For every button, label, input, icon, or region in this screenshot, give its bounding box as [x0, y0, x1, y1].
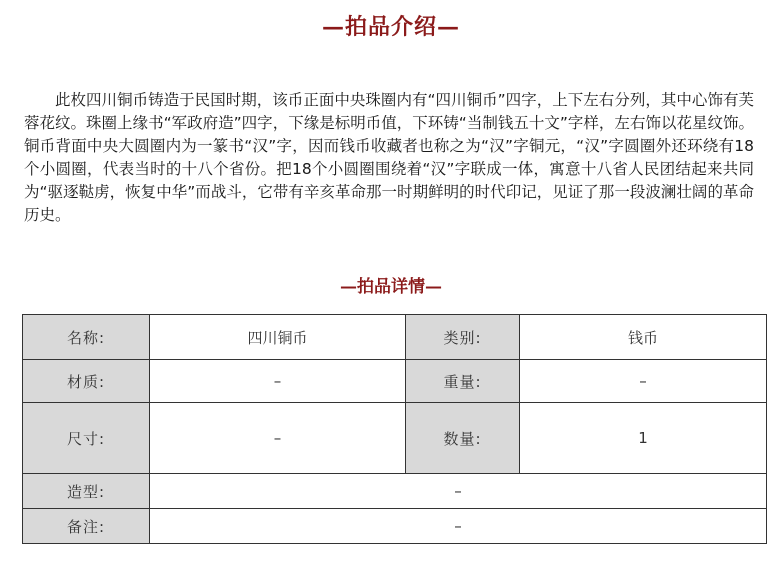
remark-label: 备注:: [23, 509, 150, 544]
size-value: –: [150, 403, 406, 474]
quantity-label: 数量:: [406, 403, 520, 474]
material-label: 材质:: [23, 360, 150, 403]
table-row: [23, 315, 767, 360]
material-value: –: [150, 360, 406, 403]
weight-label: 重量:: [406, 360, 520, 403]
name-label: 名称:: [23, 315, 150, 360]
table-row: [23, 403, 767, 474]
size-label: 尺寸:: [23, 403, 150, 474]
intro-paragraph: 此枚四川铜币铸造于民国时期，该币正面中央珠圈内有“四川铜币”四字，上下左右分列，其中心饰有芙蓉花纹。珠圈上缘书“军政府造”四字，下缘是标明币值，下环铸“当制钱五十文”字样，左右饰以花星纹饰。铜币背面中央大圆圈内为一篆书“汉”字，因而钱币收藏者也称之为“汉”字铜元，“汉”字圆圈外还环绕有18个小圆圈，代表当时的十八个省份。把18个小圆圈围绕着“汉”字联成一体，寓意十八省人民团结起来共同为“驱逐鞑虏，恢复中华”而战斗，它带有辛亥革命那一时期鲜明的时代印记，见证了那一段波澜壮阔的革命历史。: [24, 91, 754, 224]
shape-label: 造型:: [23, 474, 150, 509]
quantity-value: 1: [520, 403, 767, 474]
table-row: [23, 509, 767, 544]
details-table: [22, 314, 767, 544]
category-label: 类别:: [406, 315, 520, 360]
table-row: [23, 360, 767, 403]
remark-value: –: [150, 509, 767, 544]
weight-value: –: [520, 360, 767, 403]
category-value: 钱币: [520, 315, 767, 360]
name-value: 四川铜币: [150, 315, 406, 360]
table-row: [23, 474, 767, 509]
shape-value: –: [150, 474, 767, 509]
intro-section-title: —拍品介绍—: [321, 14, 460, 40]
details-section-title: —拍品详情—: [340, 277, 442, 297]
